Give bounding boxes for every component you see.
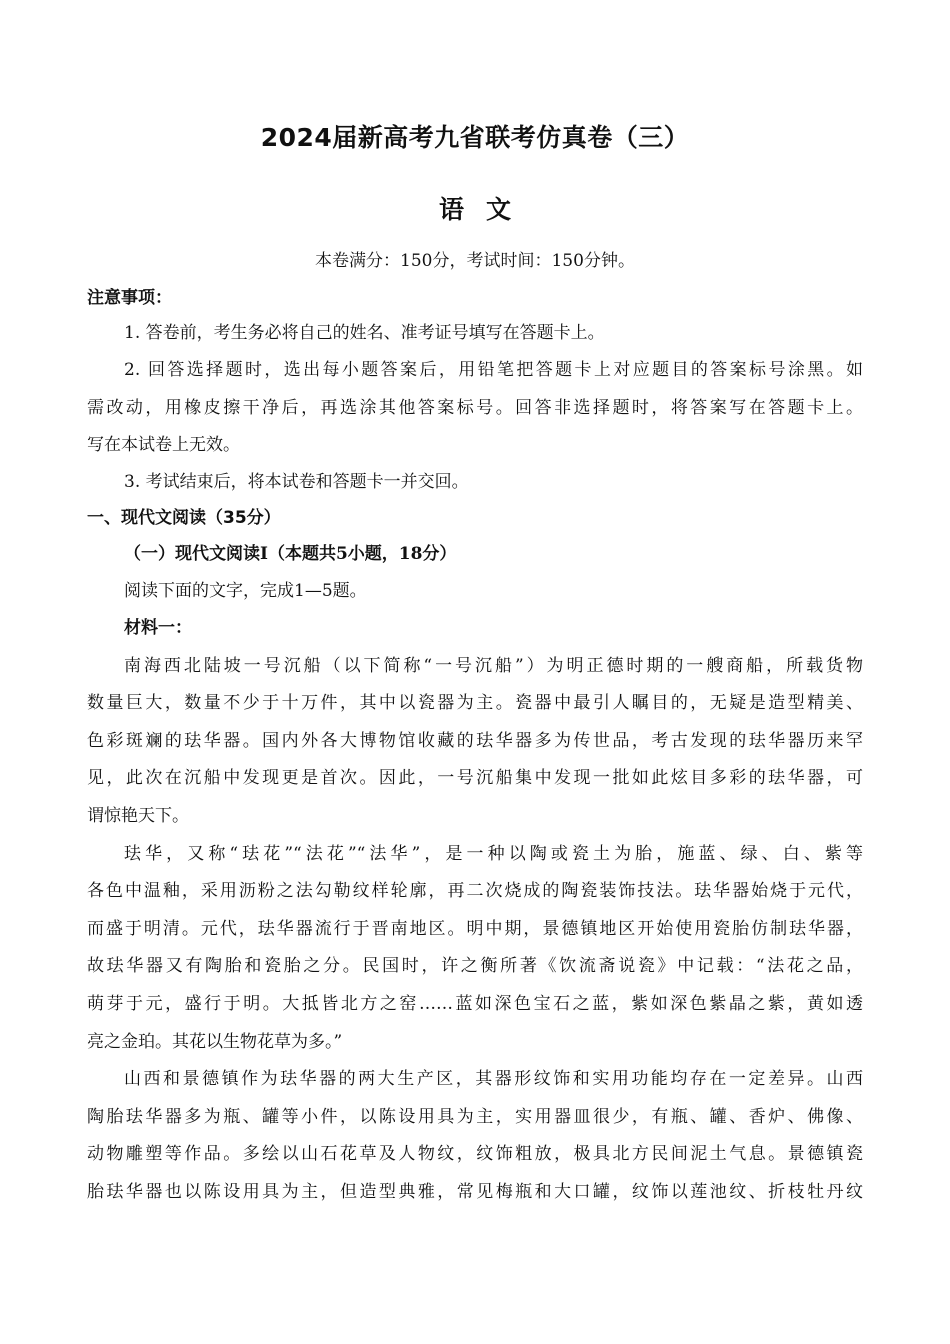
exam-title: 2024届新高考九省联考仿真卷（三）	[260, 123, 690, 152]
passage-line: 色彩斑斓的珐华器。国内外各大博物馆收藏的珐华器多为传世品，考古发现的珐华器历来罕	[87, 731, 863, 751]
passage-line: 谓惊艳天下。	[87, 806, 189, 826]
passage-line: 珐华，又称“珐花”“法花”“法华”，是一种以陶或瓷土为胎，施蓝、绿、白、紫等	[124, 844, 863, 864]
section-heading: 一、现代文阅读（35分）	[87, 508, 281, 528]
passage-line: 故珐华器又有陶胎和瓷胎之分。民国时，许之衡所著《饮流斋说瓷》中记载：“法花之品，	[87, 956, 863, 976]
subsection-heading: （一）现代文阅读I（本题共5小题，18分）	[124, 544, 457, 564]
passage-line: 数量巨大，数量不少于十万件，其中以瓷器为主。瓷器中最引人瞩目的，无疑是造型精美、	[87, 693, 863, 713]
passage-line: 陶胎珐华器多为瓶、罐等小件，以陈设用具为主，实用器皿很少，有瓶、罐、香炉、佛像、	[87, 1107, 863, 1127]
passage-line: 动物雕塑等作品。多绘以山石花草及人物纹，纹饰粗放，极具北方民间泥土气息。景德镇瓷	[87, 1144, 863, 1164]
passage-line: 南海西北陆坡一号沉船（以下简称“一号沉船”）为明正德时期的一艘商船，所载货物	[124, 656, 863, 676]
subject-title: 语文	[438, 195, 533, 224]
notice-line: 写在本试卷上无效。	[87, 435, 240, 455]
passage-line: 亮之金珀。其花以生物花草为多。”	[87, 1032, 343, 1052]
passage-line: 而盛于明清。元代，珐华器流行于晋南地区。明中期，景德镇地区开始使用瓷胎仿制珐华器，	[87, 919, 863, 939]
passage-line: 萌芽于元，盛行于明。大抵皆北方之窑……蓝如深色宝石之蓝，紫如深色紫晶之紫，黄如透	[87, 994, 863, 1014]
notice-line: 3. 考试结束后，将本试卷和答题卡一并交回。	[124, 472, 469, 492]
reading-instruction: 阅读下面的文字，完成1—5题。	[124, 581, 367, 601]
notice-line: 2. 回答选择题时，选出每小题答案后，用铅笔把答题卡上对应题目的答案标号涂黑。如	[124, 360, 863, 380]
material-label: 材料一：	[124, 618, 192, 638]
passage-line: 山西和景德镇作为珐华器的两大生产区，其器形纹饰和实用功能均存在一定差异。山西	[124, 1069, 863, 1089]
notice-line: 1. 答卷前，考生务必将自己的姓名、准考证号填写在答题卡上。	[124, 323, 605, 343]
passage-line: 胎珐华器也以陈设用具为主，但造型典雅，常见梅瓶和大口罐，纹饰以莲池纹、折枝牡丹纹	[87, 1182, 863, 1202]
passage-line: 见，此次在沉船中发现更是首次。因此，一号沉船集中发现一批如此炫目多彩的珐华器，可	[87, 768, 863, 788]
score-info: 本卷满分：150分，考试时间：150分钟。	[315, 251, 635, 271]
passage-line: 各色中温釉，采用沥粉之法勾勒纹样轮廓，再二次烧成的陶瓷装饰技法。珐华器始烧于元代，	[87, 881, 863, 901]
notice-heading: 注意事项：	[87, 288, 172, 308]
notice-line: 需改动，用橡皮擦干净后，再选涂其他答案标号。回答非选择题时，将答案写在答题卡上。	[87, 398, 863, 418]
